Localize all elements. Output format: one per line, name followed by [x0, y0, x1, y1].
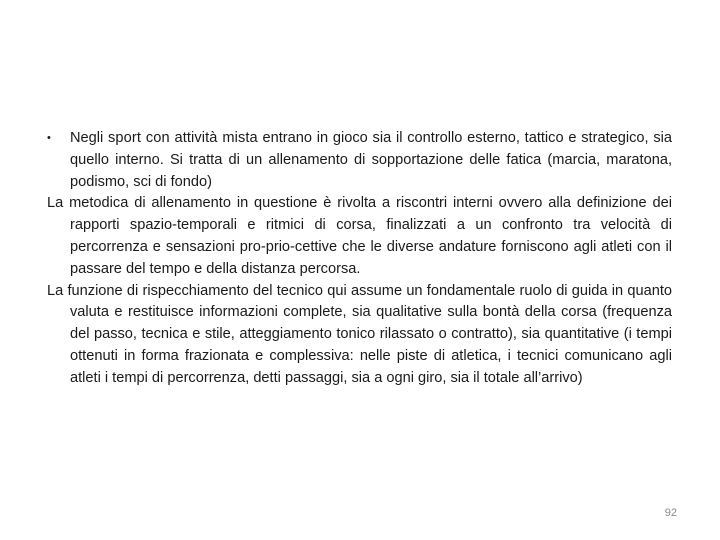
- bullet-paragraph: [47, 128, 672, 193]
- paragraph-2: La metodica di allenamento in questione è rivolta a riscontri interni ovvero alla definizione dei rapporti spazio-temporali e ritmici di corsa, finalizzati a un confronto tra velocità di percorrenza e sensazioni pro-prio-cettive che le diverse andature forniscono agli atleti con il passare del tempo e della distanza percorsa.: [47, 195, 672, 277]
- bullet-icon: •: [47, 132, 51, 144]
- body-text: [47, 128, 672, 390]
- paragraph-1-rest: entrano in gioco sia il controllo esterno, tattico e strategico, sia quello interno. Si tratta di un allenamento di sopportazione delle fatica (marcia, maratona, podismo, sci di fondo): [70, 130, 672, 190]
- paragraph-1-prefix: Negli: [70, 130, 109, 146]
- paragraph-3: La funzione di rispecchiamento del tecnico qui assume un fondamentale ruolo di guida in quanto valuta e restituisce informazioni complete, sia qualitative sulla bontà della corsa (frequenza del passo, tecnica e stile, atteggiamento tonico rilassato o contratto), sia quantitative (i tempi ottenuti in forma frazionata e complessiva: nelle piste di atletica, i tecnici comunicano agli atleti i tempi di percorrenza, detti passaggi, sia a ogni giro, sia il totale all’arrivo): [47, 282, 672, 386]
- page-number: 92: [664, 507, 677, 519]
- paragraph-1-emphasis: sport con attività mista: [108, 130, 258, 146]
